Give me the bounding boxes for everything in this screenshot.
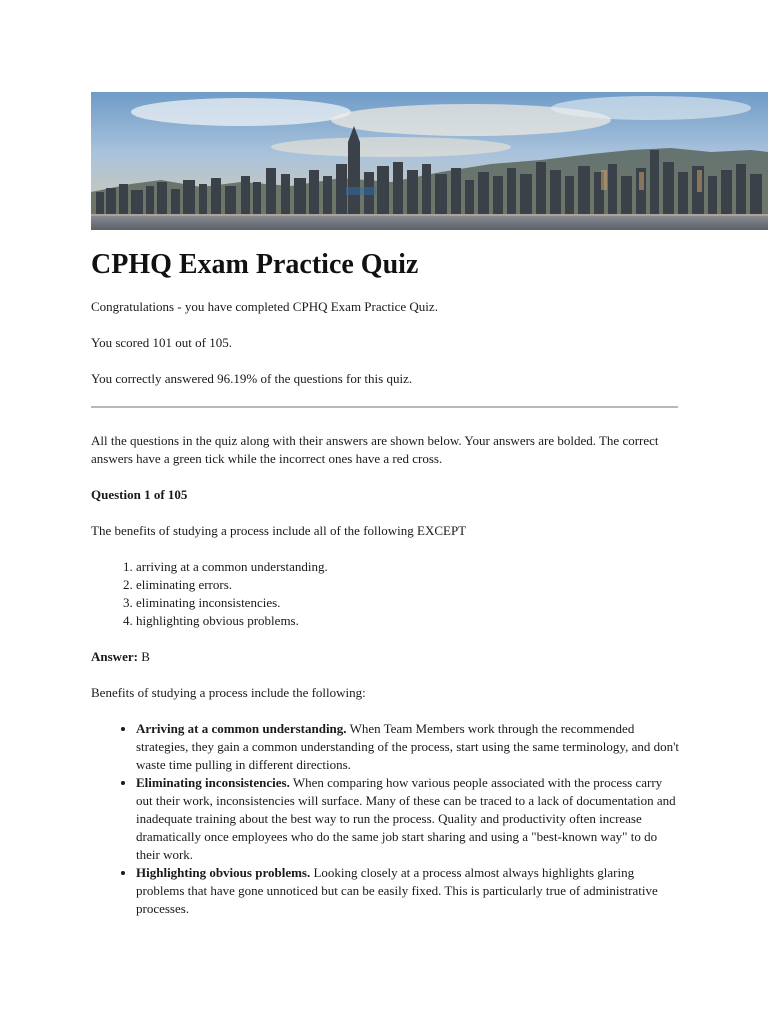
option-item: 4. highlighting obvious problems.: [136, 612, 681, 630]
page-title: CPHQ Exam Practice Quiz: [91, 249, 419, 280]
question-text: The benefits of studying a process include all of the following EXCEPT: [91, 523, 467, 538]
answer-label: Answer:: [91, 649, 138, 664]
quiz-content: [91, 248, 681, 918]
explanation-list: [91, 720, 681, 918]
intro-text: All the questions in the quiz along with their answers are shown below. Your answers are bolded. The correct answers have a green tick while the incorrect ones have a red cross.: [91, 433, 659, 466]
congrats-text: Congratulations - you have completed CPHQ Exam Practice Quiz.: [91, 299, 438, 314]
score-text: You scored 101 out of 105.: [91, 335, 232, 350]
document-page: [91, 92, 768, 918]
answer-value: B: [141, 649, 150, 664]
answer-options: [91, 558, 681, 630]
divider: [91, 406, 678, 408]
answer-line: [91, 648, 681, 666]
percent-text: You correctly answered 96.19% of the questions for this quiz.: [91, 371, 413, 386]
city-skyline-banner: [91, 92, 768, 230]
explanation-item: • Arriving at a common understanding. When Team Members work through the recommended strategies, they gain a common understanding of the process, start using the same terminology, and don't waste time pulling in different directions.: [136, 720, 681, 774]
option-item: 3. eliminating inconsistencies.: [136, 594, 681, 612]
explanation-item: • Eliminating inconsistencies. When comparing how various people associated with the process carry out their work, inconsistencies will surface. Many of these can be traced to a lack of documentation and inadequate training about the best way to run the process. Quality and productivity often increase dramatically once employees who do the same job start sharing and using a "best-known way" to do their work.: [136, 774, 681, 864]
explanation-lead: Benefits of studying a process include the following:: [91, 685, 366, 700]
explanation-item: • Highlighting obvious problems. Looking closely at a process almost always highlights glaring problems that have gone unnoticed but can be easily fixed. This is particularly true of administrative processes.: [136, 864, 681, 918]
option-item: 1. arriving at a common understanding.: [136, 558, 681, 576]
question-heading: Question 1 of 105: [91, 487, 188, 502]
option-item: 2. eliminating errors.: [136, 576, 681, 594]
